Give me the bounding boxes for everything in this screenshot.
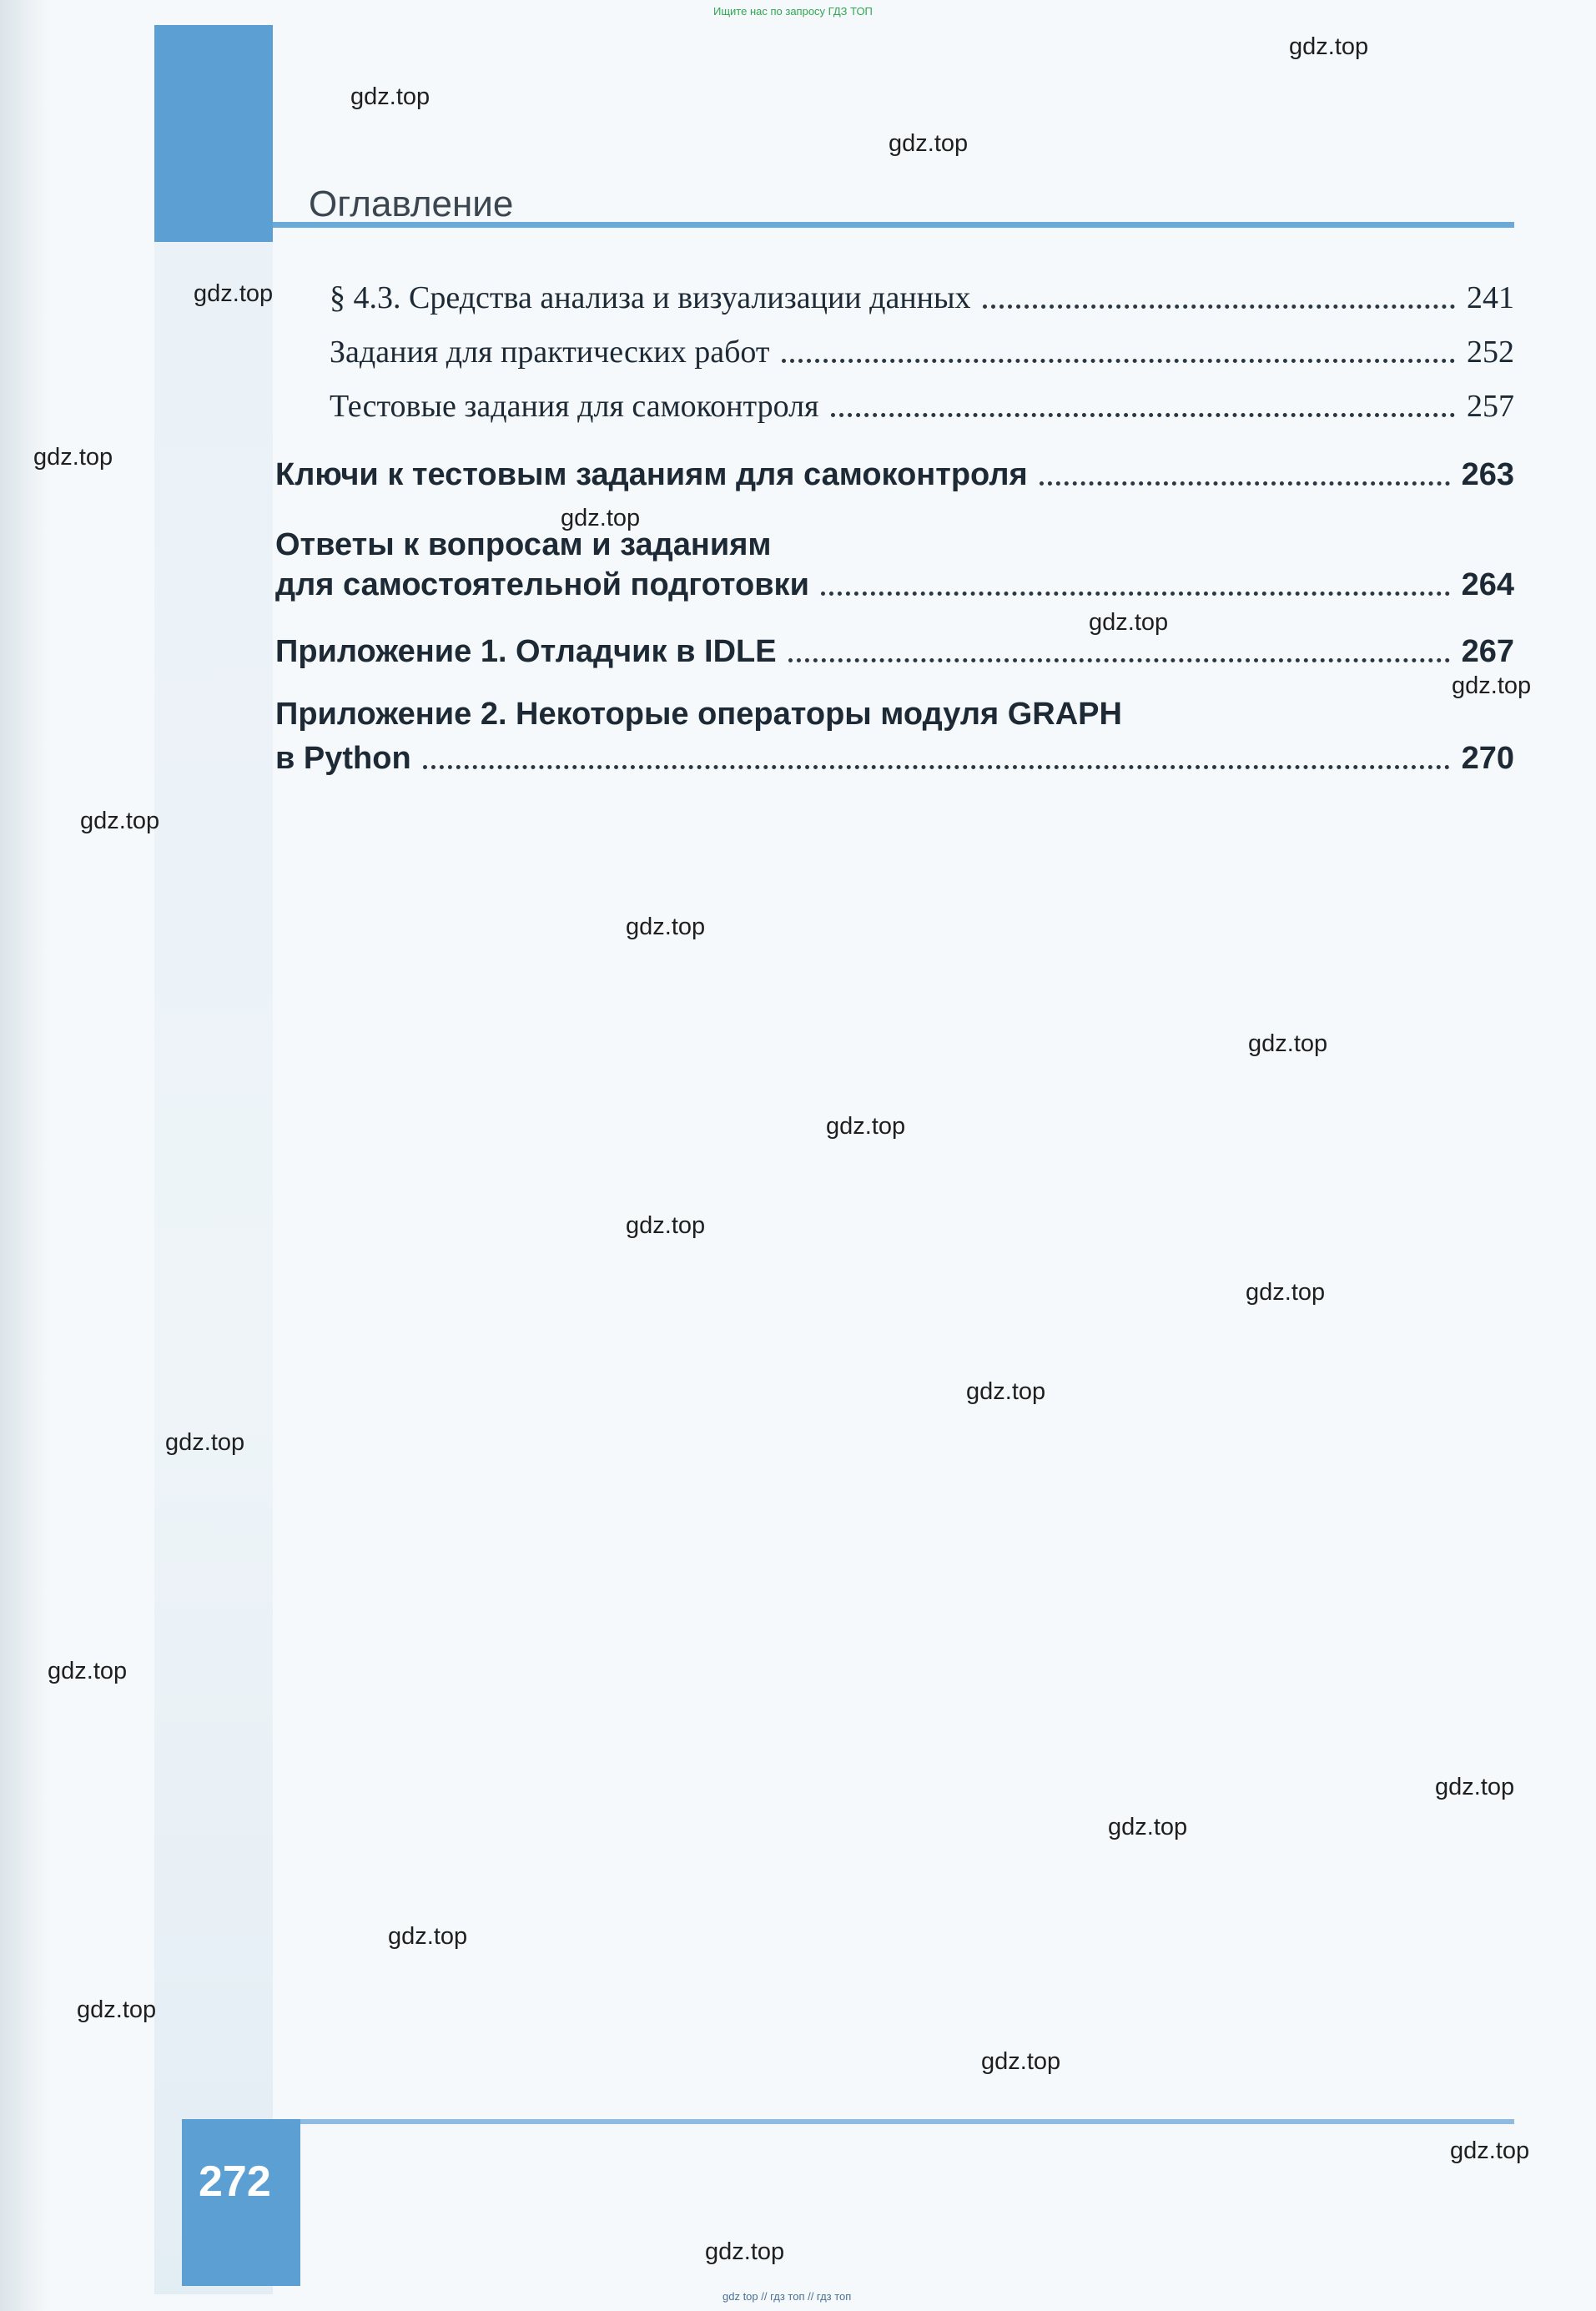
watermark: gdz.top — [981, 2048, 1061, 2075]
toc-entry-label: Приложение 1. Отладчик в IDLE — [275, 634, 777, 669]
watermark: gdz.top — [194, 280, 274, 307]
watermark: gdz.top — [1450, 2137, 1530, 2164]
toc-entry-page: 267 — [1461, 634, 1514, 669]
watermark: gdz.top — [1246, 1279, 1326, 1306]
page-edge-shadow — [0, 0, 50, 2311]
watermark: gdz.top — [388, 1923, 468, 1950]
watermark: gdz.top — [165, 1429, 245, 1456]
watermark: gdz.top — [1435, 1774, 1515, 1800]
toc-entry-page: 270 — [1461, 741, 1514, 776]
toc-entry-label: Задания для практических работ — [330, 335, 770, 370]
footer-rule — [273, 2119, 1514, 2124]
watermark: gdz.top — [1248, 1030, 1328, 1057]
toc-entry-label: в Python — [275, 741, 411, 776]
watermark: gdz.top — [561, 505, 641, 531]
watermark: gdz.top — [1289, 33, 1369, 60]
watermark: gdz.top — [1452, 672, 1532, 699]
toc-entry-label: Ключи к тестовым заданиям для самоконтроля — [275, 457, 1028, 492]
toc-entry-label-line1: Ответы к вопросам и заданиям — [275, 527, 772, 562]
watermark: gdz.top — [889, 130, 969, 157]
toc-row[interactable] — [275, 567, 1514, 603]
watermark: gdz.top — [826, 1113, 906, 1140]
leader-dots — [983, 305, 1455, 309]
leader-dots — [423, 765, 1450, 769]
bottom-note: gdz top // гдз топ // гдз топ — [722, 2290, 852, 2303]
leader-dots — [788, 658, 1450, 662]
watermark: gdz.top — [33, 444, 113, 471]
watermark: gdz.top — [966, 1378, 1046, 1405]
toc-row[interactable] — [275, 457, 1514, 493]
leader-dots — [1040, 481, 1450, 486]
leader-dots — [831, 413, 1455, 417]
leader-dots — [782, 359, 1455, 363]
watermark: gdz.top — [80, 808, 160, 834]
header-color-bar — [154, 25, 273, 242]
page-title: Оглавление — [309, 184, 514, 224]
toc-entry-page: 241 — [1467, 280, 1514, 315]
watermark: gdz.top — [705, 2238, 785, 2265]
toc-entry-label: § 4.3. Средства анализа и визуализации данных — [330, 280, 971, 315]
top-note: Ищите нас по запросу ГДЗ ТОП — [713, 5, 873, 18]
toc-entry-page: 263 — [1461, 457, 1514, 492]
toc-entry-label: для самостоятельной подготовки — [275, 567, 809, 602]
watermark: gdz.top — [77, 1996, 157, 2023]
toc-entry-page: 264 — [1461, 567, 1514, 602]
left-margin-band — [154, 25, 273, 2294]
watermark: gdz.top — [350, 83, 430, 110]
toc-row[interactable] — [330, 279, 1514, 316]
watermark: gdz.top — [1089, 609, 1169, 636]
toc-entry-page: 252 — [1467, 335, 1514, 370]
watermark: gdz.top — [1108, 1814, 1188, 1840]
toc-row[interactable] — [275, 741, 1514, 777]
toc-row[interactable] — [330, 334, 1514, 370]
toc-entry-label-line1: Приложение 2. Некоторые операторы модуля GRAPH — [275, 697, 1122, 732]
toc-entry-page: 257 — [1467, 389, 1514, 424]
toc-row[interactable] — [330, 388, 1514, 425]
watermark: gdz.top — [626, 914, 706, 940]
watermark: gdz.top — [626, 1212, 706, 1239]
toc-row[interactable] — [275, 634, 1514, 670]
watermark: gdz.top — [48, 1658, 128, 1684]
page-number: 272 — [199, 2157, 271, 2206]
leader-dots — [821, 592, 1450, 596]
toc-entry-label: Тестовые задания для самоконтроля — [330, 389, 819, 424]
